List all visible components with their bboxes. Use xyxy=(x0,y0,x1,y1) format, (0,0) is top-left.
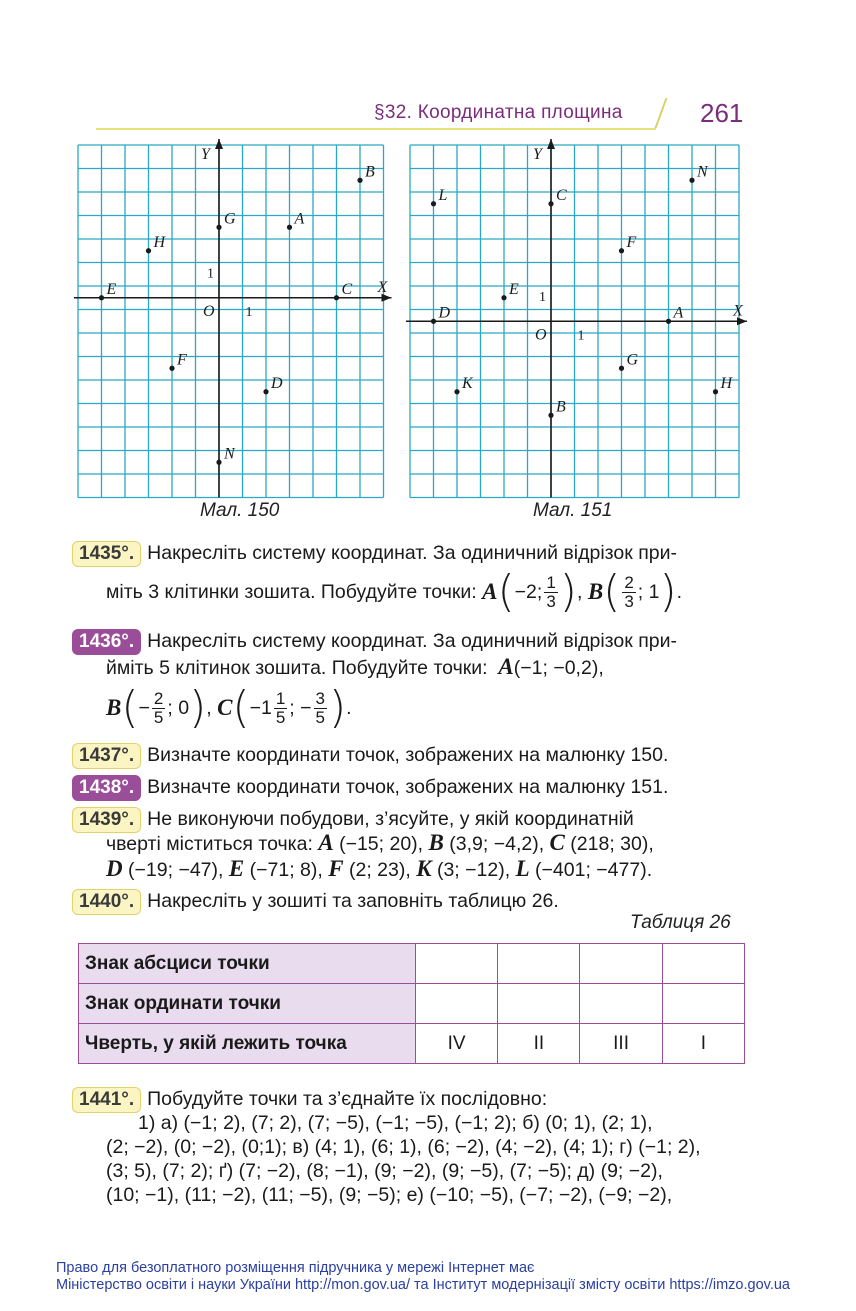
paren-open: ( xyxy=(232,682,250,733)
point-label: H xyxy=(153,233,166,251)
coord-value: (−1; −0,2), xyxy=(513,657,604,679)
point-marker xyxy=(287,225,292,230)
point-marker xyxy=(146,248,151,253)
point-marker xyxy=(263,389,268,394)
coord-value: − xyxy=(138,697,150,719)
table-cell xyxy=(580,984,662,1024)
paren-close: ) xyxy=(329,682,347,733)
point-marker xyxy=(548,201,553,206)
exercise-text: Визначте координати точок, зображених на малюнку 151. xyxy=(147,776,669,798)
point-label: D xyxy=(271,374,283,392)
point-marker xyxy=(619,366,624,371)
paren-open: ( xyxy=(497,566,515,617)
coord-value: ; 0 xyxy=(167,697,190,719)
paren-close: ) xyxy=(659,566,677,617)
point-marker xyxy=(713,389,718,394)
point-marker xyxy=(169,366,174,371)
table-26-caption: Таблиця 26 xyxy=(630,912,731,933)
unit-y-label: 1 xyxy=(207,266,214,282)
exercise-1435 xyxy=(72,538,752,568)
exercise-number: 1435°. xyxy=(72,541,141,567)
paren-close: ) xyxy=(559,566,577,617)
figure-150-caption: Мал. 150 xyxy=(200,500,280,521)
table-26 xyxy=(78,943,745,1064)
paren-close: ) xyxy=(189,682,207,733)
point-label: K xyxy=(462,374,473,392)
point-label: F xyxy=(328,856,344,881)
exercise-1441-line2: 1) а) (−1; 2), (7; 2), (7; −5), (−1; −5), (−1; 2); б) (0; 1), (2; 1), xyxy=(138,1112,653,1134)
fraction-denominator: 5 xyxy=(153,707,164,727)
figure-151-caption: Мал. 151 xyxy=(533,500,613,521)
section-title: §32. Координатна площина xyxy=(374,102,623,123)
exercise-1441-line5: (10; −1), (11; −2), (11; −5), (9; −5); е) (−10; −5), (−7; −2), (−9; −2), xyxy=(106,1184,673,1206)
point-label: A xyxy=(482,579,498,604)
fraction xyxy=(544,574,557,611)
footer-line: Право для безоплатного розміщення підручника у мережі Інтернет має xyxy=(56,1260,535,1276)
end-punct: . xyxy=(676,581,683,603)
point-marker xyxy=(431,201,436,206)
point-label: N xyxy=(697,163,708,181)
exercise-number: 1436°. xyxy=(72,629,141,655)
exercise-1437 xyxy=(72,740,752,770)
paren-open: ( xyxy=(603,566,621,617)
fraction xyxy=(152,690,165,727)
figure-151-grid xyxy=(406,139,747,498)
point-label: B xyxy=(428,830,444,855)
exercise-1435-line2 xyxy=(106,566,786,618)
table-cell xyxy=(662,944,744,984)
point-label: E xyxy=(228,856,245,881)
fraction-numerator: 3 xyxy=(315,688,325,708)
table-cell xyxy=(498,984,580,1024)
coord-value: (−401; −477). xyxy=(529,859,653,881)
point-label: C xyxy=(341,280,353,298)
fraction-denominator: 3 xyxy=(546,591,556,611)
table-cell xyxy=(498,944,580,984)
point-label: C xyxy=(549,830,565,855)
point-label: B xyxy=(587,579,604,604)
point-label: B xyxy=(365,163,375,181)
separator: , xyxy=(206,697,212,719)
exercise-1438 xyxy=(72,772,752,802)
table-cell xyxy=(416,984,498,1024)
exercise-text: Накресліть систему координат. За одиничний відрізок при- xyxy=(147,542,677,564)
coord-value: ; 1 xyxy=(637,581,660,603)
table-cell: I xyxy=(662,1024,744,1064)
point-label: A xyxy=(673,304,684,322)
x-axis-label: X xyxy=(733,302,743,320)
origin-label: O xyxy=(203,302,215,320)
point-label: E xyxy=(106,280,117,298)
exercise-text: Накресліть у зошиті та заповніть таблицю 26. xyxy=(147,890,559,912)
point-marker xyxy=(431,319,436,324)
point-marker xyxy=(216,225,221,230)
fraction-denominator: 3 xyxy=(624,591,634,611)
coord-value: (−19; −47), xyxy=(122,859,224,881)
coord-value: −1 xyxy=(249,697,272,719)
exercise-1441-line4: (3; 5), (7; 2); ґ) (7; −2), (8; −1), (9; −2), (9; −5), (7; −5); д) (9; −2), xyxy=(106,1160,663,1182)
fraction-numerator: 1 xyxy=(275,688,286,708)
point-label: B xyxy=(106,695,122,720)
exercise-1436-line3 xyxy=(106,682,786,734)
row-label: Знак абсциси точки xyxy=(79,944,416,984)
point-label: D xyxy=(106,856,123,881)
page-number: 261 xyxy=(700,98,744,128)
fraction-numerator: 1 xyxy=(546,572,556,592)
y-axis-label: Y xyxy=(533,146,542,163)
table-row xyxy=(79,984,745,1024)
exercise-number: 1441°. xyxy=(72,1087,141,1113)
point-label: E xyxy=(509,280,519,298)
point-marker xyxy=(548,413,553,418)
y-axis-arrow xyxy=(547,139,555,149)
point-label: F xyxy=(177,351,187,369)
table-row xyxy=(79,1024,745,1064)
exercise-text: чверті міститься точка: xyxy=(106,833,313,855)
table-cell xyxy=(416,944,498,984)
footer-line: Міністерство освіти і науки України http://mon.gov.ua/ та Інститут модернізації змісту освіти https://imzo.gov.ua xyxy=(56,1277,790,1293)
point-label: K xyxy=(416,856,432,881)
point-marker xyxy=(666,319,671,324)
exercise-text: міть 3 клітинки зошита. Побудуйте точки: xyxy=(106,581,477,603)
point-label: N xyxy=(224,445,235,463)
exercise-text: Не виконуючи побудови, з’ясуйте, у якій координатній xyxy=(147,808,634,830)
row-label: Знак ординати точки xyxy=(79,984,416,1024)
fraction xyxy=(622,574,635,611)
exercise-1436-line2 xyxy=(106,652,786,683)
point-marker xyxy=(501,295,506,300)
point-marker xyxy=(99,295,104,300)
point-label: L xyxy=(438,186,448,204)
point-label: F xyxy=(626,233,637,251)
exercise-1441-line3: (2; −2), (0; −2), (0;1); в) (4; 1), (6; 1), (6; −2), (4; −2), (4; 1); г) (−1; 2), xyxy=(106,1136,701,1158)
fraction xyxy=(274,690,287,727)
fraction xyxy=(314,690,327,727)
point-label: H xyxy=(720,374,733,392)
point-label: G xyxy=(626,351,639,369)
point-label: G xyxy=(224,210,236,228)
exercise-number: 1439°. xyxy=(72,807,141,833)
exercise-number: 1440°. xyxy=(72,889,141,915)
fraction-denominator: 5 xyxy=(275,707,286,727)
unit-y-label: 1 xyxy=(539,289,546,305)
table-row xyxy=(79,944,745,984)
coord-value: (218; 30), xyxy=(564,833,654,855)
point-label: B xyxy=(556,398,566,416)
exercise-text: йміть 5 клітинок зошита. Побудуйте точки: xyxy=(106,657,488,679)
row-label: Чверть, у якій лежить точка xyxy=(79,1024,416,1064)
coord-value: (3,9; −4,2), xyxy=(443,833,545,855)
table-cell: IV xyxy=(416,1024,498,1064)
coord-value: ; − xyxy=(289,697,312,719)
point-marker xyxy=(216,460,221,465)
table-cell: II xyxy=(498,1024,580,1064)
exercise-1439-line3 xyxy=(106,854,786,885)
point-marker xyxy=(689,178,694,183)
y-axis-arrow xyxy=(215,139,223,149)
paren-open: ( xyxy=(121,682,139,733)
point-label: C xyxy=(556,186,567,204)
point-label: L xyxy=(515,856,530,881)
coord-value: (2; 23), xyxy=(343,859,411,881)
figure-150-grid xyxy=(74,139,392,498)
exercise-number: 1438°. xyxy=(72,775,141,801)
point-marker xyxy=(357,178,362,183)
point-label: C xyxy=(217,695,233,720)
point-marker xyxy=(619,248,624,253)
separator: , xyxy=(576,581,583,603)
coord-value: (3; −12), xyxy=(431,859,511,881)
y-axis-label: Y xyxy=(201,146,210,163)
point-label: A xyxy=(318,830,334,855)
point-marker xyxy=(454,389,459,394)
origin-label: O xyxy=(535,326,547,344)
table-cell xyxy=(662,984,744,1024)
coordinate-figures xyxy=(0,0,856,520)
exercise-text: Визначте координати точок, зображених на малюнку 150. xyxy=(147,744,669,766)
table-cell xyxy=(580,944,662,984)
coord-value: (−15; 20), xyxy=(333,833,424,855)
point-label: D xyxy=(438,304,451,322)
fraction-numerator: 2 xyxy=(153,688,164,708)
page-footer xyxy=(56,1260,816,1294)
table-cell: III xyxy=(580,1024,662,1064)
exercise-number: 1437°. xyxy=(72,743,141,769)
fraction-denominator: 5 xyxy=(315,707,325,727)
coord-value: (−71; 8), xyxy=(244,859,323,881)
point-marker xyxy=(334,295,339,300)
point-label: A xyxy=(294,210,305,228)
x-axis-label: X xyxy=(377,278,388,296)
exercise-text: Накресліть систему координат. За одиничний відрізок при- xyxy=(147,630,677,652)
coord-value: −2; xyxy=(514,581,543,603)
exercise-text: Побудуйте точки та з’єднайте їх послідовно: xyxy=(147,1088,548,1110)
unit-x-label: 1 xyxy=(245,304,253,320)
point-label: A xyxy=(498,654,514,679)
fraction-numerator: 2 xyxy=(624,572,634,592)
end-punct: . xyxy=(346,697,352,719)
unit-x-label: 1 xyxy=(577,328,585,344)
